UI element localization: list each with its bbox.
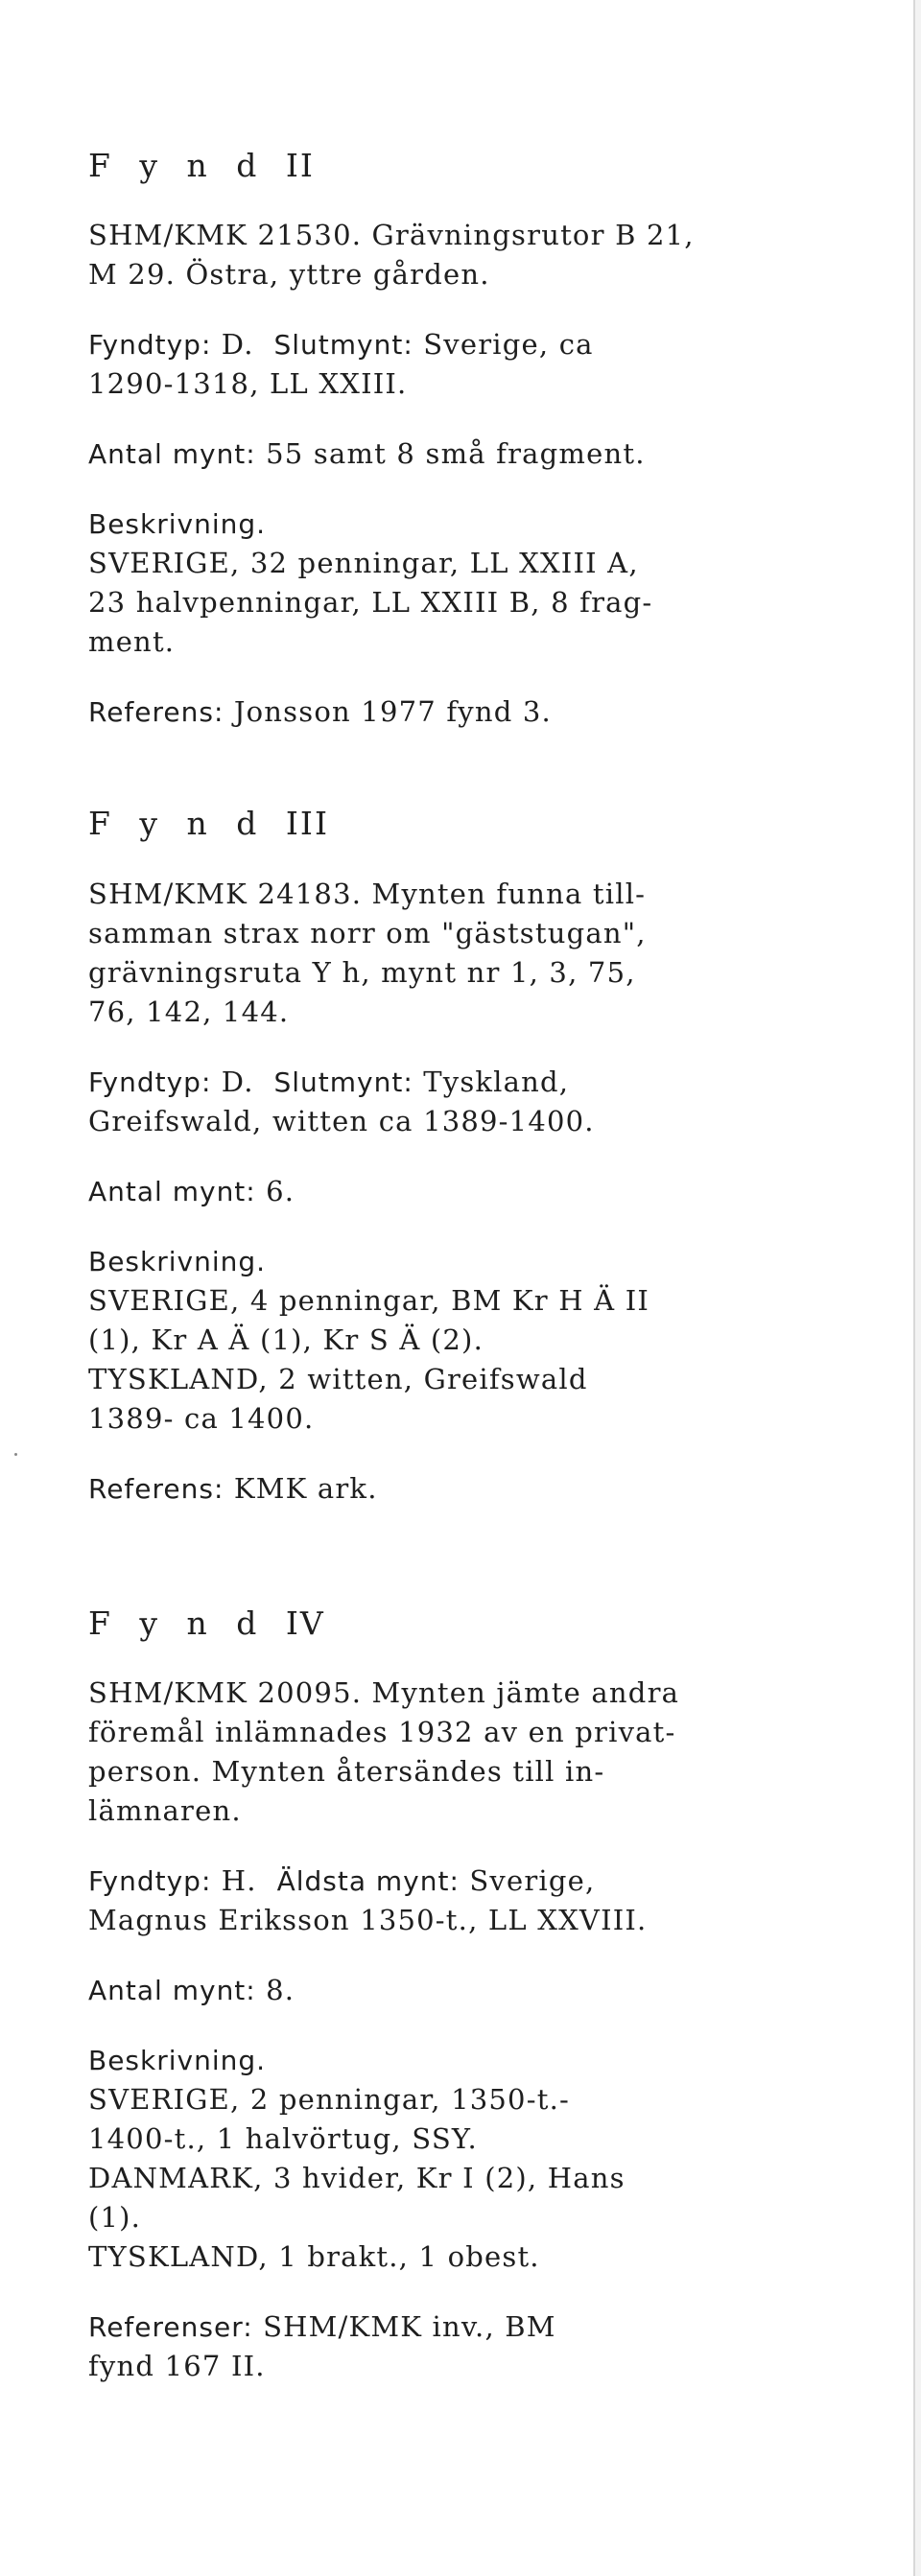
fynd-iv-referenser <box>88 2307 856 2386</box>
fynd-iv-heading <box>88 1606 856 1641</box>
beskrivning-label: Beskrivning. <box>88 508 267 541</box>
document-content <box>88 149 856 2417</box>
text-line: (1), Kr A Ä (1), Kr S Ä (2). <box>88 1323 484 1356</box>
heading-prefix: F y n d <box>88 1604 267 1642</box>
antal-value: 6. <box>255 1174 295 1207</box>
antal-value: 55 samt 8 små fragment. <box>255 437 646 471</box>
text-line: 76, 142, 144. <box>88 995 290 1028</box>
heading-prefix: F y n d <box>88 805 267 843</box>
referens-value: Jonsson 1977 fynd 3. <box>224 695 552 729</box>
heading-prefix: F y n d <box>88 147 267 184</box>
fyndtyp-label: Fyndtyp: <box>88 329 212 362</box>
fynd-iv-section <box>88 1606 856 2386</box>
text-line: TYSKLAND, 1 brakt., 1 obest. <box>88 2239 540 2273</box>
fyndtyp-value: H. <box>211 1863 257 1897</box>
fynd-ii-heading <box>88 149 856 183</box>
text-line: TYSKLAND, 2 witten, Greifswald <box>88 1362 588 1395</box>
aldsta-mynt-value-cont: Magnus Eriksson 1350-t., LL XXVIII. <box>88 1903 648 1936</box>
fynd-ii-fyndtyp <box>88 325 856 404</box>
text-line: ment. <box>88 625 176 659</box>
fynd-iii-reference-text <box>88 875 856 1032</box>
section-gap <box>88 762 856 807</box>
heading-number: III <box>285 805 329 843</box>
text-line: SHM/KMK 20095. Mynten jämte andra <box>88 1675 680 1709</box>
text-line: SVERIGE, 2 penningar, 1350-t.- <box>88 2082 570 2116</box>
referens-value: KMK ark. <box>224 1471 378 1505</box>
referenser-value-cont: fynd 167 II. <box>88 2349 266 2382</box>
slutmynt-label: Slutmynt: <box>273 329 413 362</box>
slutmynt-label: Slutmynt: <box>273 1066 413 1098</box>
fyndtyp-value: D. <box>211 328 254 362</box>
text-line: SVERIGE, 4 penningar, BM Kr H Ä II <box>88 1283 650 1317</box>
fynd-iii-heading <box>88 807 856 841</box>
text-line: 1389- ca 1400. <box>88 1401 315 1435</box>
antal-label: Antal mynt: <box>88 1175 256 1207</box>
fyndtyp-label: Fyndtyp: <box>88 1066 212 1098</box>
text-line: person. Mynten återsändes till in- <box>88 1754 605 1788</box>
fynd-iv-fyndtyp <box>88 1862 856 1940</box>
fynd-iii-antal <box>88 1172 856 1211</box>
fyndtyp-value: D. <box>211 1065 254 1098</box>
text-line: DANMARK, 3 hvider, Kr I (2), Hans <box>88 2161 626 2194</box>
fynd-iv-beskrivning <box>88 2041 856 2277</box>
fynd-ii-beskrivning <box>88 504 856 662</box>
text-line: lämnaren. <box>88 1793 242 1827</box>
slutmynt-value: Tyskland, <box>413 1065 570 1098</box>
page-edge-shadow <box>915 0 921 2576</box>
text-line: SHM/KMK 24183. Mynten funna till- <box>88 877 647 910</box>
text-line: samman strax norr om "gäststugan", <box>88 916 647 949</box>
antal-label: Antal mynt: <box>88 438 256 471</box>
text-line: 1400-t., 1 halvörtug, SSY. <box>88 2121 478 2155</box>
referenser-label: Referenser: <box>88 2310 253 2343</box>
beskrivning-label: Beskrivning. <box>88 1245 267 1277</box>
referens-label: Referens: <box>88 1472 224 1505</box>
text-line: föremål inlämnades 1932 av en privat- <box>88 1715 676 1748</box>
fynd-iv-reference-text <box>88 1674 856 1831</box>
fynd-iii-beskrivning <box>88 1242 856 1439</box>
fynd-iv-antal <box>88 1971 856 2010</box>
section-gap <box>88 1539 856 1606</box>
fynd-iii-fyndtyp <box>88 1063 856 1141</box>
fynd-ii-antal <box>88 434 856 474</box>
text-line: M 29. Östra, yttre gården. <box>88 258 490 292</box>
heading-number: IV <box>285 1604 325 1642</box>
referens-label: Referens: <box>88 696 224 729</box>
antal-label: Antal mynt: <box>88 1974 256 2006</box>
slutmynt-value-cont: 1290-1318, LL XXIII. <box>88 367 408 401</box>
page-edge-line <box>913 0 915 2576</box>
text-line: SHM/KMK 21530. Grävningsrutor B 21, <box>88 219 695 252</box>
text-line: grävningsruta Y h, mynt nr 1, 3, 75, <box>88 955 636 989</box>
heading-number: II <box>285 147 315 184</box>
fyndtyp-label: Fyndtyp: <box>88 1864 212 1897</box>
text-line: SVERIGE, 32 penningar, LL XXIII A, <box>88 547 639 580</box>
slutmynt-value: Sverige, ca <box>413 328 594 362</box>
fynd-iii-referens <box>88 1469 856 1509</box>
fynd-ii-section <box>88 149 856 732</box>
fynd-iii-section <box>88 807 856 1508</box>
referenser-value: SHM/KMK inv., BM <box>252 2309 556 2343</box>
antal-value: 8. <box>255 1973 295 2006</box>
aldsta-mynt-label: Äldsta mynt: <box>276 1864 460 1897</box>
fynd-ii-reference-text <box>88 216 856 294</box>
slutmynt-value-cont: Greifswald, witten ca 1389-1400. <box>88 1104 595 1137</box>
beskrivning-label: Beskrivning. <box>88 2044 267 2076</box>
text-line: 23 halvpenningar, LL XXIII B, 8 frag- <box>88 586 653 620</box>
fynd-ii-referens <box>88 692 856 732</box>
aldsta-mynt-value: Sverige, <box>459 1863 596 1897</box>
scan-speck <box>14 1453 17 1456</box>
text-line: (1). <box>88 2200 142 2234</box>
